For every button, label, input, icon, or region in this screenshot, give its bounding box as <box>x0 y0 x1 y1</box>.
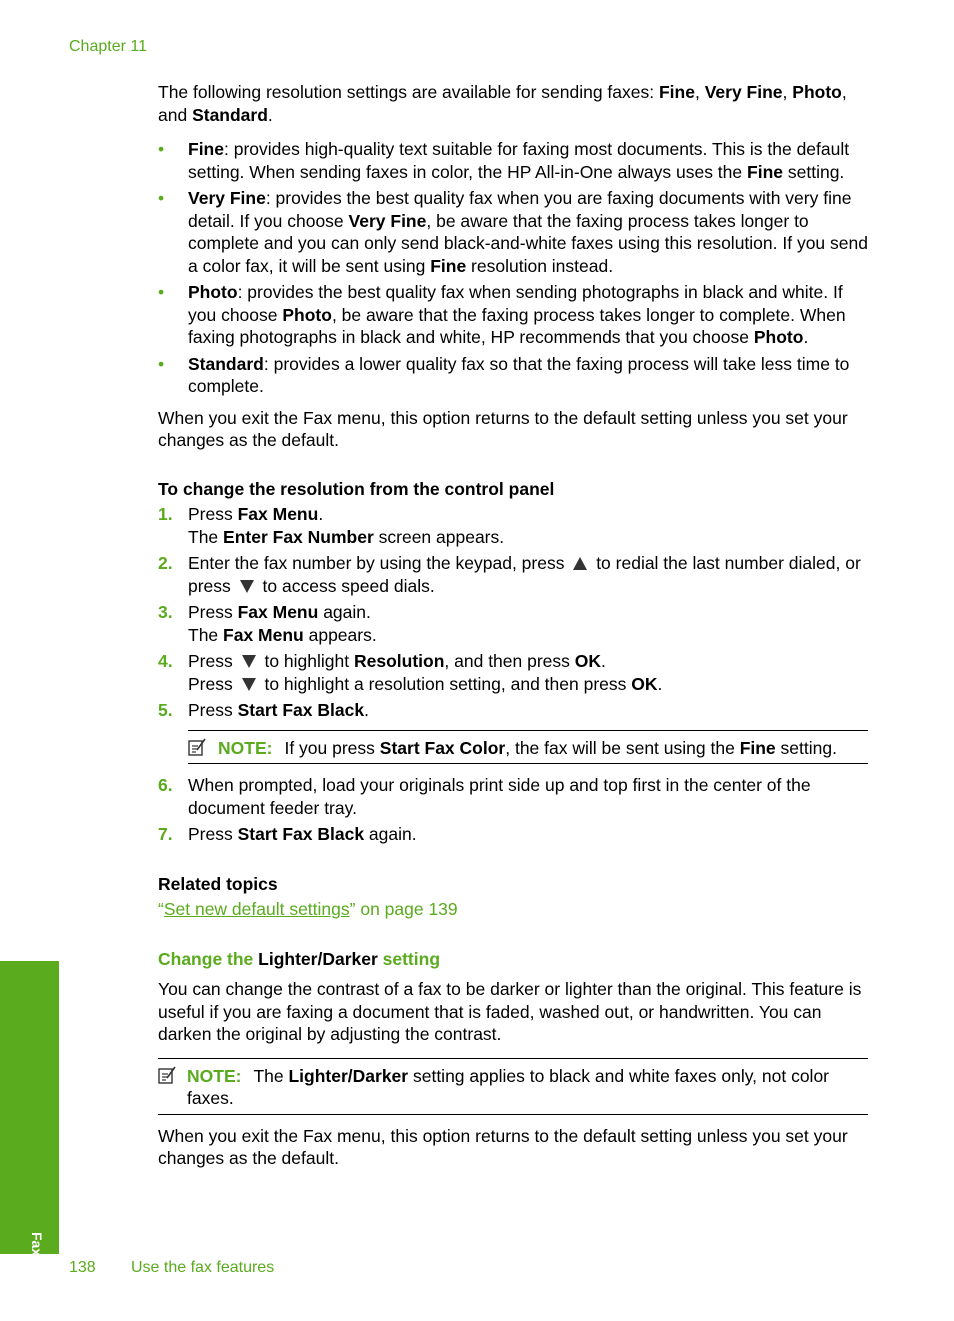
text-run: , the fax will be sent using the <box>505 737 740 758</box>
bullet-icon: • <box>158 353 165 374</box>
text-run: Press <box>188 651 238 671</box>
footer-title: Use the fax features <box>131 1259 275 1276</box>
text-run: If you press <box>284 737 380 758</box>
list-item <box>158 353 868 398</box>
text-run: screen appears. <box>373 526 505 547</box>
down-arrow-icon <box>242 655 256 668</box>
procedure-step <box>158 774 868 819</box>
chapter-header: Chapter 11 <box>69 38 147 55</box>
bold-term: OK <box>574 651 602 671</box>
bold-term: Fine <box>747 161 783 182</box>
text-run: Press <box>188 673 238 694</box>
text-run: Press <box>188 700 238 720</box>
bold-term: Start Fax Color <box>379 737 506 758</box>
note-lighter-darker <box>158 1058 868 1115</box>
step-line <box>188 503 868 526</box>
step-number: 5. <box>158 700 173 720</box>
procedure-steps <box>158 503 868 722</box>
note-icon <box>188 738 206 756</box>
text-run: When prompted, load your originals print side up and top first in the center of the document feeder tray. <box>188 775 811 818</box>
procedure-step <box>158 650 868 695</box>
main-content <box>158 81 868 1182</box>
text-run: to access speed dials. <box>257 575 435 596</box>
related-topic-entry: “Set new default settings” on page 139 <box>158 899 458 919</box>
down-arrow-icon <box>242 678 256 691</box>
step-line <box>188 526 868 549</box>
resolution-options-list <box>158 138 868 398</box>
page-number: 138 <box>69 1259 96 1276</box>
step-line <box>188 552 868 597</box>
text-run: Press <box>188 602 238 622</box>
procedure-step <box>158 503 868 548</box>
set-new-default-settings-link[interactable]: Set new default settings <box>163 899 350 919</box>
text-run: : provides the best quality fax when sending photographs in black and white. If you choose <box>188 282 843 325</box>
bold-term: Photo <box>188 282 238 302</box>
bold-term: Lighter/Darker <box>288 1065 409 1086</box>
note-text <box>187 1066 829 1109</box>
bullet-icon: • <box>158 188 165 208</box>
step-line <box>188 650 868 673</box>
up-arrow-icon <box>573 557 587 570</box>
list-item <box>158 281 868 349</box>
text-run: to highlight <box>259 651 354 671</box>
bold-term: Fax Menu <box>237 504 319 524</box>
text-run: setting. <box>775 737 837 758</box>
text-run: Enter the fax number by using the keypad, press <box>188 553 570 573</box>
bold-term: Fax Menu <box>237 602 319 622</box>
note-text <box>284 738 837 758</box>
bold-term: Photo <box>282 304 332 325</box>
related-topics-heading: Related topics <box>158 873 278 894</box>
step-line <box>188 624 868 647</box>
list-item <box>158 138 868 183</box>
bold-term: Fine <box>430 255 467 276</box>
procedure-step <box>158 552 868 597</box>
procedure-steps-continued <box>158 774 868 846</box>
procedure-heading: To change the resolution from the control panel <box>158 478 555 499</box>
step-number: 6. <box>158 775 173 795</box>
bold-term: Very Fine <box>348 210 427 231</box>
procedure-step <box>158 699 868 722</box>
section-heading-lighter-darker: Change the Lighter/Darker setting <box>158 948 441 969</box>
text-run: resolution instead. <box>466 255 614 276</box>
step-line <box>188 673 868 696</box>
bold-term: Start Fax Black <box>237 824 365 844</box>
step-line <box>188 699 868 722</box>
bold-term: Fine <box>188 139 224 159</box>
text-run: : provides a lower quality fax so that the faxing process will take less time to complete. <box>188 353 850 396</box>
step-line <box>188 774 868 819</box>
text-run: . <box>803 327 809 347</box>
bold-term: Start Fax Black <box>237 700 365 720</box>
text-run: . <box>318 504 324 524</box>
bold-term: Resolution <box>353 651 445 671</box>
text-run: Press <box>188 504 238 524</box>
text-run: The <box>188 624 224 645</box>
note-icon <box>158 1066 176 1084</box>
text-run: The <box>253 1065 289 1086</box>
text-run: . <box>601 651 606 671</box>
down-arrow-icon <box>240 580 254 593</box>
list-item <box>158 187 868 277</box>
bold-term: Enter Fax Number <box>223 526 374 547</box>
exit-note-paragraph: When you exit the Fax menu, this option returns to the default setting unless you set your changes as the default. <box>158 407 848 450</box>
exit-note-paragraph-2: When you exit the Fax menu, this option returns to the default setting unless you set your changes as the default. <box>158 1125 848 1168</box>
bold-term: Fax Menu <box>223 624 304 645</box>
side-tab-label: Fax <box>29 1232 45 1257</box>
text-run: to redial the last number dialed, or press <box>188 553 861 596</box>
step-number: 7. <box>158 824 173 844</box>
text-run: The <box>188 526 224 547</box>
bullet-icon: • <box>158 282 165 302</box>
bold-term: Standard <box>188 353 264 374</box>
procedure-step <box>158 823 868 846</box>
text-run: Press <box>188 824 238 844</box>
bold-term: Photo <box>753 327 804 347</box>
step-number: 2. <box>158 553 173 573</box>
note-label: NOTE: <box>218 737 273 758</box>
text-run: setting. <box>783 161 845 182</box>
bold-term: Very Fine <box>188 188 266 208</box>
text-run: . <box>657 673 663 694</box>
step-line <box>188 823 868 846</box>
step-number: 3. <box>158 602 173 622</box>
text-run: to highlight a resolution setting, and then press <box>259 673 632 694</box>
note-start-fax-color <box>188 730 868 765</box>
text-run: : provides high-quality text suitable for faxing most documents. This is the default setting. When sending faxes in color, the HP All-in-One always uses the <box>188 139 850 182</box>
intro-paragraph: The following resolution settings are available for sending faxes: Fine, Very Fine, Photo, and Standard. <box>158 82 847 125</box>
page-footer <box>69 1257 274 1280</box>
text-run: : provides the best quality fax when you are faxing documents with very fine detail. If you choose <box>188 188 852 231</box>
bold-term: Fine <box>739 737 776 758</box>
text-run: , and then press <box>444 651 575 671</box>
lighter-darker-paragraph: You can change the contrast of a fax to be darker or lighter than the original. This feature is useful if you are faxing a document that is faded, washed out, or handwritten. You can darken the original by adjusting the contrast. <box>158 979 862 1044</box>
note-label: NOTE: <box>187 1065 242 1086</box>
text-run: , be aware that the faxing process takes longer to complete and you can only send black-and-white faxes using this resolution. If you send a color fax, it will be sent using <box>188 210 868 276</box>
text-run: setting applies to black and white faxes only, not color faxes. <box>187 1065 829 1108</box>
step-number: 4. <box>158 651 173 671</box>
text-run: , be aware that the faxing process takes longer to complete. When faxing photographs in black and white, HP recommends that you choose <box>188 304 846 347</box>
step-number: 1. <box>158 504 173 524</box>
text-run: again. <box>318 602 371 622</box>
text-run: appears. <box>303 624 377 645</box>
text-run: again. <box>364 824 417 844</box>
bold-term: OK <box>631 673 658 694</box>
procedure-step <box>158 601 868 646</box>
step-line <box>188 601 868 624</box>
text-run: . <box>364 700 369 720</box>
bullet-icon: • <box>158 139 165 159</box>
side-tab <box>0 961 59 1257</box>
